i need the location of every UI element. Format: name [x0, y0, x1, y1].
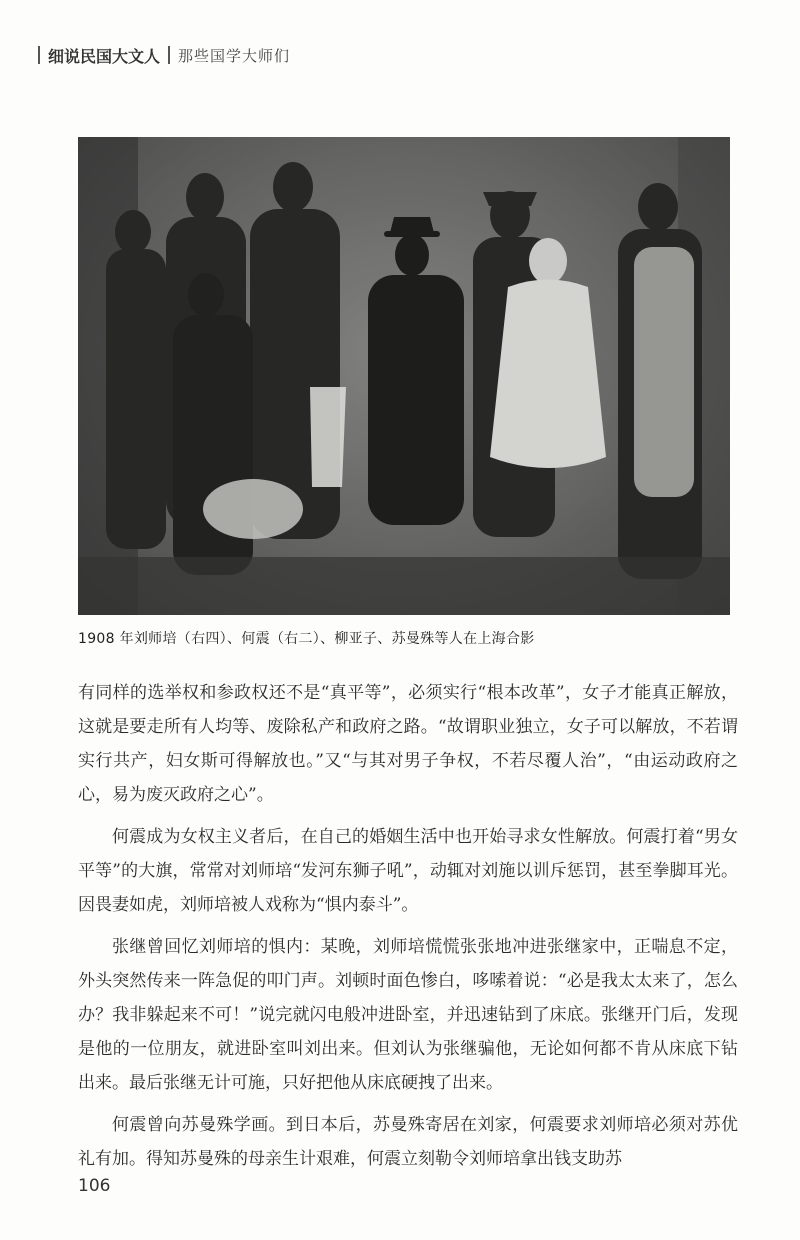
- book-title: 那些国学大师们: [178, 46, 291, 65]
- running-header: [30, 40, 290, 70]
- body-text: [78, 676, 738, 1184]
- paragraph: 何震曾向苏曼殊学画。到日本后，苏曼殊寄居在刘家，何震要求刘师培必须对苏优礼有加。得知苏曼殊的母亲生计艰难，何震立刻勒令刘师培拿出钱支助苏: [78, 1115, 738, 1169]
- paragraph: 何震成为女权主义者后，在自己的婚姻生活中也开始寻求女性解放。何震打着“男女平等”的大旗，常常对刘师培“发河东狮子吼”，动辄对刘施以训斥惩罚，甚至拳脚耳光。因畏妻如虎，刘师培被人戏称为“惧内泰斗”。: [78, 827, 738, 915]
- paragraph: 有同样的选举权和参政权还不是“真平等”，必须实行“根本改革”，女子才能真正解放，这就是要走所有人均等、废除私产和政府之路。“故谓职业独立，女子可以解放，不若谓实行共产，妇女斯可得解放也。”又“与其对男子争权，不若尽覆人治”，“由运动政府之心，易为废灭政府之心”。: [78, 683, 738, 805]
- header-divider-left: [38, 46, 40, 64]
- header-divider-middle: [168, 46, 170, 64]
- photo-caption: 1908 年刘师培（右四）、何震（右二）、柳亚子、苏曼殊等人在上海合影: [78, 631, 535, 647]
- paragraph: 张继曾回忆刘师培的惧内：某晚，刘师培慌慌张张地冲进张继家中，正喘息不定，外头突然传来一阵急促的叩门声。刘顿时面色惨白，哆嗦着说：“必是我太太来了，怎么办？我非躲起来不可！”说完就闪电般冲进卧室，并迅速钻到了床底。张继开门后，发现是他的一位朋友，就进卧室叫刘出来。但刘认为张继骗他，无论如何都不肯从床底下钻出来。最后张继无计可施，只好把他从床底硬拽了出来。: [78, 937, 738, 1093]
- group-photo-illustration: [78, 137, 730, 615]
- page-number: 106: [78, 1176, 111, 1196]
- series-title: 细说民国大文人: [48, 46, 161, 66]
- group-photo: [78, 137, 730, 615]
